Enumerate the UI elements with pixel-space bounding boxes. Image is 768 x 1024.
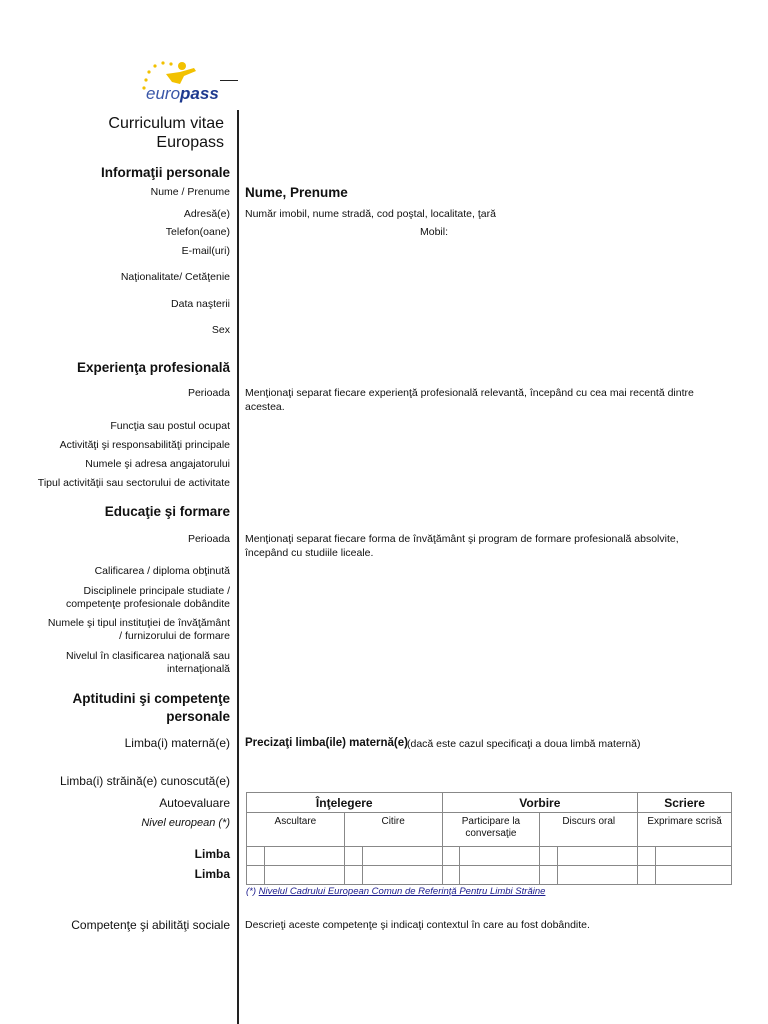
address-value: Număr imobil, nume stradă, cod poştal, localitate, ţară xyxy=(245,208,496,220)
section-skills-heading-2: personale xyxy=(166,709,230,724)
experience-period-value-2: acestea. xyxy=(245,401,285,413)
address-label: Adresă(e) xyxy=(183,208,230,220)
written-header: Exprimare scrisă xyxy=(638,813,732,847)
interaction-header-1: Participare la xyxy=(461,816,521,827)
section-skills-heading-1: Aptitudini şi competenţe xyxy=(72,691,230,706)
level-label-1: Nivelul în clasificarea naţională sau xyxy=(65,650,230,662)
section-education-heading: Educaţie şi formare xyxy=(104,504,230,519)
cefr-footnote xyxy=(246,886,545,897)
table-row xyxy=(247,866,732,885)
subjects-label-1: Disciplinele principale studiate / xyxy=(83,585,230,597)
section-personal-heading: Informaţii personale xyxy=(100,165,230,180)
footnote-prefix: (*) xyxy=(246,886,257,897)
name-label: Nume / Prenume xyxy=(150,186,230,198)
birthdate-label: Data naşterii xyxy=(171,298,230,310)
education-period-value-1: Menţionaţi separat fiecare forma de învăţământ şi program de formare profesională absolvite, xyxy=(245,533,679,545)
level-label-2: internaţională xyxy=(166,663,230,675)
cefr-link[interactable]: Nivelul Cadrului European Comun de Referinţă Pentru Limbi Străine xyxy=(258,886,546,897)
institution-label-2: / furnizorului de formare xyxy=(119,630,230,642)
listening-header: Ascultare xyxy=(247,813,345,847)
experience-period-label: Perioada xyxy=(187,387,230,399)
phone-label: Telefon(oane) xyxy=(165,226,230,238)
foreign-languages-label: Limba(i) străină(e) cunoscută(e) xyxy=(59,774,230,788)
mother-tongue-value: Precizaţi limba(ile) maternă(e) xyxy=(245,737,408,749)
understanding-header: Înţelegere xyxy=(247,793,443,813)
language-assessment-table xyxy=(246,792,732,885)
mother-tongue-label: Limba(i) maternă(e) xyxy=(124,736,230,750)
interaction-header-2: conversaţie xyxy=(465,828,517,839)
mother-tongue-note: (dacă este cazul specificaţi a doua limbă maternă) xyxy=(407,738,641,750)
language-label-2: Limba xyxy=(194,867,230,881)
name-value: Nume, Prenume xyxy=(245,185,348,200)
interaction-header xyxy=(442,813,540,847)
education-period-label: Perioada xyxy=(187,533,230,545)
column-divider xyxy=(237,110,239,1024)
logo-euro: euro xyxy=(146,84,181,103)
experience-period-value-1: Menţionaţi separat fiecare experienţă profesională relevantă, începând cu cea mai recentă dintre xyxy=(245,387,694,399)
education-period-value-2: începând cu studiile liceale. xyxy=(245,547,374,559)
subjects-label-2: competenţe profesionale dobândite xyxy=(65,598,230,610)
sex-label: Sex xyxy=(211,324,230,336)
logo-wordmark xyxy=(146,84,219,104)
employer-label: Numele şi adresa angajatorului xyxy=(85,458,230,470)
speaking-header: Vorbire xyxy=(442,793,638,813)
cv-title-line2: Europass xyxy=(156,134,224,151)
cv-title-line1: Curriculum vitae xyxy=(108,115,224,132)
institution-label-1: Numele şi tipul instituţiei de învăţământ xyxy=(47,617,230,629)
language-label-1: Limba xyxy=(194,847,230,861)
email-label: E-mail(uri) xyxy=(181,245,230,257)
position-label: Funcţia sau postul ocupat xyxy=(110,420,230,432)
self-assessment-label: Autoevaluare xyxy=(159,796,230,810)
logo-pass: pass xyxy=(180,84,219,103)
oral-header: Discurs oral xyxy=(540,813,638,847)
reading-header: Citire xyxy=(344,813,442,847)
european-level-label: Nivel european (*) xyxy=(141,817,230,829)
social-skills-label: Competenţe şi abilităţi sociale xyxy=(71,918,230,932)
sector-label: Tipul activităţii sau sectorului de activitate xyxy=(37,477,230,489)
section-experience-heading: Experienţa profesională xyxy=(76,360,230,375)
nationality-label: Naţionalitate/ Cetăţenie xyxy=(120,271,230,283)
social-skills-value: Descrieţi aceste competenţe şi indicaţi contextul în care au fost dobândite. xyxy=(245,919,590,931)
table-row xyxy=(247,847,732,866)
activities-label: Activităţi şi responsabilităţi principale xyxy=(59,439,230,451)
mobile-label: Mobil: xyxy=(420,226,449,238)
qualification-label: Calificarea / diploma obţinută xyxy=(94,565,230,577)
writing-header: Scriere xyxy=(638,793,732,813)
logo-rule xyxy=(220,80,238,81)
